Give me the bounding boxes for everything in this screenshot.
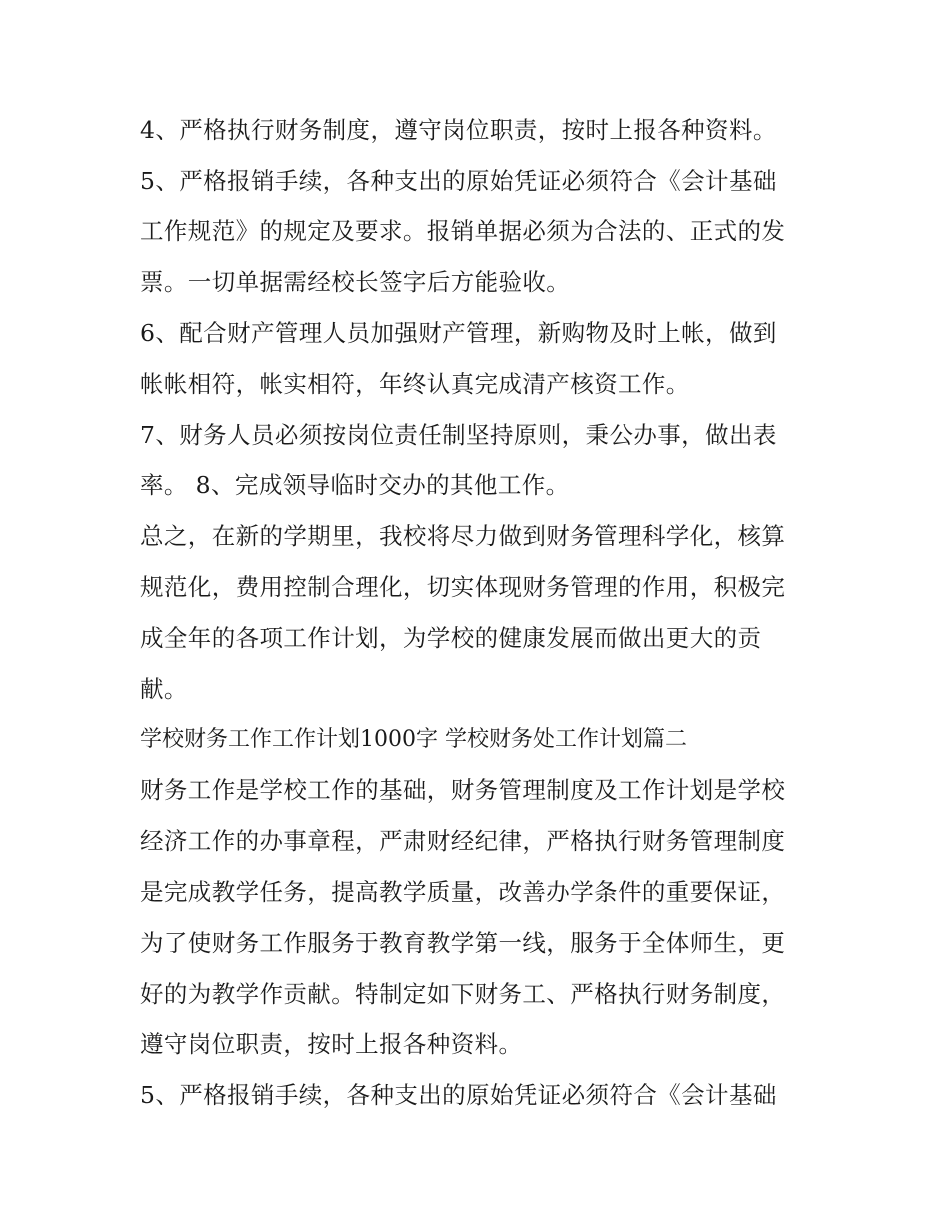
text-line: 献。 [140,675,188,703]
section-title: 学校财务工作工作计划1000字 学校财务处工作计划篇二 [140,727,687,752]
text-line: 票。一切单据需经校长签字后方能验收。 [140,268,571,296]
text-line: 遵守岗位职责，按时上报各种资料。 [140,1030,523,1058]
text-line: 成全年的各项工作计划，为学校的健康发展而做出更大的贡 [140,624,762,652]
text-line: 好的为教学作贡献。特制定如下财务工、严格执行财务制度， [140,980,786,1008]
text-line: 财务工作是学校工作的基础，财务管理制度及工作计划是学校 [140,776,786,804]
text-line: 6、配合财产管理人员加强财产管理，新购物及时上帐，做到 [140,319,777,347]
text-line: 帐帐相符，帐实相符，年终认真完成清产核资工作。 [140,370,690,398]
text-line: 4、严格执行财务制度，遵守岗位职责，按时上报各种资料。 [140,116,777,144]
text-line: 经济工作的办事章程，严肃财经纪律，严格执行财务管理制度 [140,827,786,855]
text-line: 率。 8、完成领导临时交办的其他工作。 [140,471,570,499]
text-line: 规范化，费用控制合理化，切实体现财务管理的作用，积极完 [140,573,786,601]
text-line: 工作规范》的规定及要求。报销单据必须为合法的、正式的发 [140,217,786,245]
text-line: 总之，在新的学期里，我校将尽力做到财务管理科学化，核算 [140,522,786,550]
text-line: 5、严格报销手续，各种支出的原始凭证必须符合《会计基础 [140,167,777,195]
text-line: 是完成教学任务，提高教学质量，改善办学条件的重要保证， [140,878,786,906]
text-line: 为了使财务工作服务于教育教学第一线，服务于全体师生，更 [140,929,786,957]
text-line: 7、财务人员必须按岗位责任制坚持原则，秉公办事，做出表 [140,421,777,449]
text-line: 5、严格报销手续，各种支出的原始凭证必须符合《会计基础 [140,1081,777,1109]
